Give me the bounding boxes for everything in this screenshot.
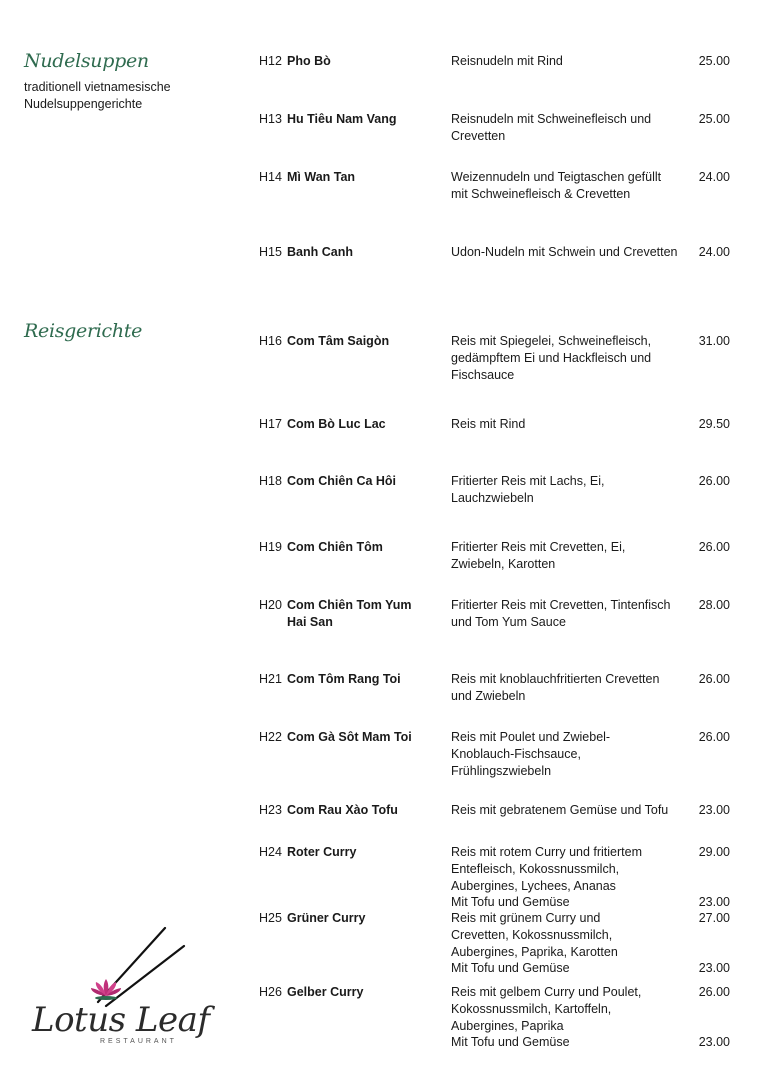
item-code: H25: [259, 911, 282, 925]
item-code: H17: [259, 417, 282, 431]
item-description: Reis mit knoblauchfritierten Crevetten und Zwiebeln: [451, 672, 660, 703]
item-price: 25.00: [698, 54, 730, 68]
item-variant-price: 23.00: [698, 1035, 730, 1049]
item-name: Com Bò Luc Lac: [287, 417, 386, 431]
item-description: Reis mit Spiegelei, Schweinefleisch, gedämpftem Ei und Hackfleisch und Fischsauce: [451, 334, 652, 382]
item-description: Udon-Nudeln mit Schwein und Crevetten: [451, 245, 678, 259]
item-price: 29.00: [698, 845, 730, 859]
item-variant: Mit Tofu und Gemüse: [451, 895, 570, 909]
section-title-rice: Reisgerichte: [24, 320, 143, 342]
item-name: Gelber Curry: [287, 985, 364, 999]
item-code: H24: [259, 845, 282, 859]
item-code: H26: [259, 985, 282, 999]
item-variant: Mit Tofu und Gemüse: [451, 1035, 570, 1049]
item-price: 24.00: [698, 170, 730, 184]
logo-subtext: RESTAURANT: [100, 1038, 177, 1045]
item-price: 26.00: [698, 474, 730, 488]
item-variant: Mit Tofu und Gemüse: [451, 961, 570, 975]
item-code: H22: [259, 730, 282, 744]
item-code: H13: [259, 112, 282, 126]
item-description: Reisnudeln mit Schweinefleisch und Crevetten: [451, 112, 652, 143]
item-price: 27.00: [698, 911, 730, 925]
item-price: 24.00: [698, 245, 730, 259]
item-name: Roter Curry: [287, 845, 357, 859]
item-name: Com Chiên Ca Hôi: [287, 474, 397, 488]
item-code: H23: [259, 803, 282, 817]
item-price: 31.00: [698, 334, 730, 348]
item-price: 26.00: [698, 985, 730, 999]
item-name: Com Rau Xào Tofu: [287, 803, 398, 817]
item-description: Weizennudeln und Teigtaschen gefüllt mit Schweinefleisch & Crevetten: [451, 170, 662, 201]
item-description: Reisnudeln mit Rind: [451, 54, 563, 68]
item-variant-price: 23.00: [698, 895, 730, 909]
item-name: Mì Wan Tan: [287, 170, 356, 184]
item-code: H19: [259, 540, 282, 554]
item-name: Com Gà Sôt Mam Toi: [287, 730, 412, 744]
item-price: 25.00: [698, 112, 730, 126]
item-description: Reis mit grünem Curry und Crevetten, Kokossnussmilch, Aubergines, Paprika, Karotten: [451, 911, 618, 959]
item-name: Com Tôm Rang Toi: [287, 672, 401, 686]
item-description: Fritierter Reis mit Lachs, Ei, Lauchzwiebeln: [451, 474, 605, 505]
item-name: Grüner Curry: [287, 911, 366, 925]
logo-text: Lotus Leaf: [32, 1000, 210, 1040]
item-code: H18: [259, 474, 282, 488]
item-price: 29.50: [698, 417, 730, 431]
item-code: H14: [259, 170, 282, 184]
item-description: Reis mit Poulet und Zwiebel-Knoblauch-Fischsauce, Frühlingszwiebeln: [451, 730, 611, 778]
item-description: Reis mit rotem Curry und fritiertem Entefleisch, Kokossnussmilch, Aubergines, Lychees, Ananas: [451, 845, 643, 893]
item-code: H21: [259, 672, 282, 686]
item-description: Reis mit gelbem Curry und Poulet, Kokossnussmilch, Kartoffeln, Aubergines, Paprika: [451, 985, 642, 1033]
item-code: H20: [259, 598, 282, 612]
item-description: Reis mit Rind: [451, 417, 526, 431]
item-description: Fritierter Reis mit Crevetten, Tintenfisch und Tom Yum Sauce: [451, 598, 671, 629]
item-price: 26.00: [698, 540, 730, 554]
section-title-noodles: Nudelsuppen: [24, 50, 149, 72]
restaurant-logo: [20, 920, 220, 1060]
item-name: Com Tâm Saigòn: [287, 334, 390, 348]
item-name: Hu Tiêu Nam Vang: [287, 112, 397, 126]
item-description: Reis mit gebratenem Gemüse und Tofu: [451, 803, 669, 817]
item-code: H15: [259, 245, 282, 259]
item-name: Com Chiên Tom Yum Hai San: [287, 598, 412, 629]
item-price: 28.00: [698, 598, 730, 612]
item-price: 23.00: [698, 803, 730, 817]
item-price: 26.00: [698, 730, 730, 744]
item-code: H16: [259, 334, 282, 348]
item-price: 26.00: [698, 672, 730, 686]
item-code: H12: [259, 54, 282, 68]
item-description: Fritierter Reis mit Crevetten, Ei, Zwiebeln, Karotten: [451, 540, 626, 571]
item-name: Com Chiên Tôm: [287, 540, 383, 554]
section-subtitle-noodles: traditionell vietnamesische Nudelsuppengerichte: [24, 80, 171, 111]
item-variant-price: 23.00: [698, 961, 730, 975]
item-name: Banh Canh: [287, 245, 353, 259]
item-name: Pho Bò: [287, 54, 331, 68]
